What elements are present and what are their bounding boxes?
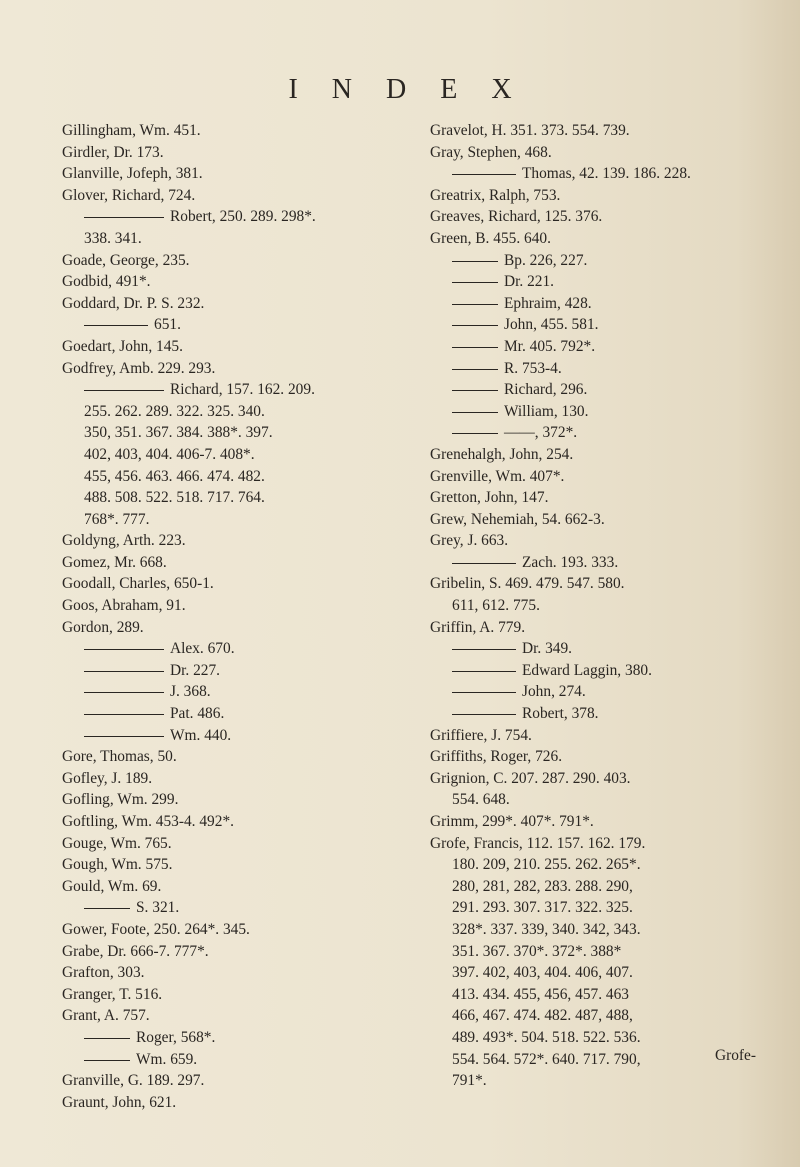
entry-text: Mr. 405. 792*. (504, 337, 596, 355)
index-entry (430, 1070, 780, 1092)
index-entry (430, 595, 780, 617)
ditto-rule (452, 563, 516, 564)
index-entry (62, 142, 402, 164)
entry-text: Gretton, John, 147. (430, 489, 549, 507)
entry-text: Griffiere, J. 754. (430, 726, 532, 744)
index-entry (62, 746, 402, 768)
index-entry (62, 1027, 402, 1049)
entry-text: 255. 262. 289. 322. 325. 340. (84, 402, 265, 420)
ditto-rule (84, 649, 164, 650)
entry-text: Gordon, 289. (62, 618, 144, 636)
entry-text: Glover, Richard, 724. (62, 186, 196, 204)
index-entry (430, 768, 780, 790)
entry-text: 791*. (452, 1072, 487, 1090)
entry-text: Gomez, Mr. 668. (62, 553, 167, 571)
index-entry (430, 703, 780, 725)
ditto-rule (452, 282, 498, 283)
entry-text: Glanville, Jofeph, 381. (62, 165, 203, 183)
entry-text: Goedart, John, 145. (62, 337, 183, 355)
entry-text: Wm. 659. (136, 1050, 198, 1068)
entry-text: J. 368. (170, 683, 211, 701)
index-entry (430, 876, 780, 898)
entry-text: Robert, 250. 289. 298*. (170, 208, 316, 226)
index-entry (430, 941, 780, 963)
index-entry (430, 746, 780, 768)
index-entry (62, 897, 402, 919)
entry-text: John, 455. 581. (504, 316, 599, 334)
index-entry (430, 336, 780, 358)
ditto-rule (84, 736, 164, 737)
entry-text: 402, 403, 404. 406-7. 408*. (84, 445, 255, 463)
entry-text: Griffin, A. 779. (430, 618, 526, 636)
entry-text: Grew, Nehemiah, 54. 662-3. (430, 510, 605, 528)
index-entry (430, 271, 780, 293)
index-entry (62, 509, 402, 531)
index-entry (62, 1070, 402, 1092)
entry-text: 466, 467. 474. 482. 487, 488, (452, 1007, 633, 1025)
ditto-rule (84, 1060, 130, 1061)
entry-text: 328*. 337. 339, 340. 342, 343. (452, 920, 641, 938)
entry-text: S. 321. (136, 899, 180, 917)
index-entry (62, 854, 402, 876)
index-entry (62, 401, 402, 423)
index-entry (430, 660, 780, 682)
index-entry (62, 271, 402, 293)
entry-text: Graunt, John, 621. (62, 1093, 177, 1111)
index-entry (430, 206, 780, 228)
index-entry (62, 336, 402, 358)
ditto-rule (84, 714, 164, 715)
index-entry (62, 358, 402, 380)
index-entry (430, 789, 780, 811)
index-entry (62, 1049, 402, 1071)
entry-text: Girdler, Dr. 173. (62, 143, 164, 161)
index-entry (430, 1005, 780, 1027)
right-column (430, 120, 780, 1092)
entry-text: 488. 508. 522. 518. 717. 764. (84, 489, 265, 507)
entry-text: Edward Laggin, 380. (522, 661, 652, 679)
index-entry (430, 833, 780, 855)
ditto-rule (452, 390, 498, 391)
index-entry (62, 789, 402, 811)
ditto-rule (452, 433, 498, 434)
entry-text: Robert, 378. (522, 705, 599, 723)
ditto-rule (84, 217, 164, 218)
index-entry (62, 617, 402, 639)
entry-text: Goldyng, Arth. 223. (62, 532, 186, 550)
ditto-rule (84, 1038, 130, 1039)
entry-text: Griffiths, Roger, 726. (430, 748, 563, 766)
left-column (62, 120, 402, 1113)
index-entry (62, 595, 402, 617)
index-entry (430, 681, 780, 703)
index-entry (62, 876, 402, 898)
entry-text: Gribelin, S. 469. 479. 547. 580. (430, 575, 625, 593)
index-entry (62, 552, 402, 574)
entry-text: Richard, 296. (504, 381, 588, 399)
entry-text: Grant, A. 757. (62, 1007, 150, 1025)
index-entry (430, 573, 780, 595)
entry-text: Green, B. 455. 640. (430, 229, 551, 247)
index-entry (62, 206, 402, 228)
index-entry (430, 422, 780, 444)
index-entry (62, 573, 402, 595)
index-entry (62, 314, 402, 336)
entry-text: Grafton, 303. (62, 964, 145, 982)
ditto-rule (84, 692, 164, 693)
index-entry (430, 854, 780, 876)
entry-text: 351. 367. 370*. 372*. 388* (452, 942, 622, 960)
index-entry (430, 293, 780, 315)
ditto-rule (452, 692, 516, 693)
entry-text: 489. 493*. 504. 518. 522. 536. (452, 1028, 641, 1046)
entry-text: 350, 351. 367. 384. 388*. 397. (84, 424, 273, 442)
entry-text: R. 753-4. (504, 359, 562, 377)
entry-text: Grignion, C. 207. 287. 290. 403. (430, 769, 631, 787)
index-entry (62, 422, 402, 444)
index-entry (62, 379, 402, 401)
index-entry (430, 444, 780, 466)
entry-text: Grabe, Dr. 666-7. 777*. (62, 942, 209, 960)
index-entry (430, 250, 780, 272)
index-entry (430, 401, 780, 423)
ditto-rule (452, 649, 516, 650)
index-entry (62, 984, 402, 1006)
ditto-rule (84, 390, 164, 391)
index-entry (62, 487, 402, 509)
index-entry (62, 811, 402, 833)
index-entry (430, 487, 780, 509)
entry-text: Grofe, Francis, 112. 157. 162. 179. (430, 834, 646, 852)
entry-text: Grey, J. 663. (430, 532, 509, 550)
index-entry (62, 638, 402, 660)
entry-text: 651. (154, 316, 181, 334)
page-title: INDEX (288, 74, 546, 105)
entry-text: Bp. 226, 227. (504, 251, 588, 269)
index-entry (62, 530, 402, 552)
index-entry (430, 142, 780, 164)
index-entry (430, 530, 780, 552)
entry-text: Roger, 568*. (136, 1028, 216, 1046)
entry-text: Grenehalgh, John, 254. (430, 445, 574, 463)
index-entry (430, 617, 780, 639)
ditto-rule (452, 261, 498, 262)
entry-text: Zach. 193. 333. (522, 553, 619, 571)
entry-text: 291. 293. 307. 317. 322. 325. (452, 899, 633, 917)
entry-text: Dr. 227. (170, 661, 221, 679)
ditto-rule (452, 174, 516, 175)
ditto-rule (452, 325, 498, 326)
index-entry (430, 509, 780, 531)
entry-text: Goftling, Wm. 453-4. 492*. (62, 813, 234, 830)
entry-text: 280, 281, 282, 283. 288. 290, (452, 877, 633, 895)
index-entry (62, 1005, 402, 1027)
index-entry (430, 552, 780, 574)
entry-text: 554. 648. (452, 791, 510, 809)
index-entry (62, 703, 402, 725)
entry-text: Richard, 157. 162. 209. (170, 381, 315, 399)
index-entry (62, 466, 402, 488)
entry-text: Thomas, 42. 139. 186. 228. (522, 165, 691, 183)
entry-text: Alex. 670. (170, 640, 235, 658)
entry-text: Greatrix, Ralph, 753. (430, 186, 561, 204)
entry-text: Goodall, Charles, 650-1. (62, 575, 214, 593)
entry-text: Gower, Foote, 250. 264*. 345. (62, 920, 250, 938)
index-entry (62, 120, 402, 142)
entry-text: Goade, George, 235. (62, 251, 190, 269)
entry-text: Goos, Abraham, 91. (62, 597, 186, 615)
index-entry (430, 897, 780, 919)
ditto-rule (452, 304, 498, 305)
index-entry (430, 811, 780, 833)
index-entry (62, 185, 402, 207)
entry-text: Gravelot, H. 351. 373. 554. 739. (430, 122, 630, 139)
entry-text: Grimm, 299*. 407*. 791*. (430, 813, 594, 830)
index-entry (62, 228, 402, 250)
index-entry (62, 919, 402, 941)
entry-text: Grenville, Wm. 407*. (430, 467, 565, 485)
ditto-rule (452, 671, 516, 672)
ditto-rule (452, 347, 498, 348)
index-entry (62, 962, 402, 984)
ditto-rule (452, 369, 498, 370)
index-entry (62, 941, 402, 963)
index-entry (430, 962, 780, 984)
entry-text: Wm. 440. (170, 726, 232, 744)
index-entry (430, 1027, 780, 1049)
index-entry (62, 660, 402, 682)
index-entry (430, 314, 780, 336)
entry-text: Pat. 486. (170, 705, 225, 723)
entry-text: Dr. 221. (504, 273, 555, 291)
entry-text: 554. 564. 572*. 640. 717. 790, (452, 1050, 641, 1068)
index-entry (62, 768, 402, 790)
entry-text: Ephraim, 428. (504, 294, 592, 312)
entry-text: Gough, Wm. 575. (62, 856, 173, 874)
entry-text: William, 130. (504, 402, 589, 420)
ditto-rule (84, 671, 164, 672)
catchword: Grofe- (714, 1047, 756, 1064)
entry-text: Gillingham, Wm. 451. (62, 122, 201, 139)
index-entry (430, 379, 780, 401)
index-entry (430, 638, 780, 660)
ditto-rule (84, 325, 148, 326)
entry-text: Granger, T. 516. (62, 985, 163, 1003)
entry-text: 413. 434. 455, 456, 457. 463 (452, 985, 629, 1003)
entry-text: Gouge, Wm. 765. (62, 834, 172, 852)
index-entry (62, 833, 402, 855)
entry-text: Goddard, Dr. P. S. 232. (62, 294, 205, 312)
index-entry (430, 185, 780, 207)
index-entry (430, 228, 780, 250)
index-entry (430, 725, 780, 747)
entry-text: 180. 209, 210. 255. 262. 265*. (452, 856, 641, 874)
entry-text: 397. 402, 403, 404. 406, 407. (452, 964, 633, 982)
entry-text: Godbid, 491*. (62, 273, 151, 291)
index-entry (62, 250, 402, 272)
entry-text: 768*. 777. (84, 510, 150, 528)
index-entry (430, 120, 780, 142)
index-entry (62, 293, 402, 315)
entry-text: Gofley, J. 189. (62, 769, 153, 787)
entry-text: Granville, G. 189. 297. (62, 1072, 205, 1090)
entry-text: Gray, Stephen, 468. (430, 143, 552, 161)
index-entry (62, 1092, 402, 1114)
index-entry (62, 725, 402, 747)
entry-text: Gould, Wm. 69. (62, 877, 162, 895)
entry-text: 338. 341. (84, 229, 142, 247)
entry-text: ——, 372*. (504, 424, 578, 442)
entry-text: Gore, Thomas, 50. (62, 748, 177, 766)
entry-text: John, 274. (522, 683, 586, 701)
entry-text: Godfrey, Amb. 229. 293. (62, 359, 216, 377)
index-entry (430, 984, 780, 1006)
index-entry (62, 444, 402, 466)
index-entry (62, 163, 402, 185)
index-entry (62, 681, 402, 703)
entry-text: 611, 612. 775. (452, 597, 540, 615)
index-entry (430, 358, 780, 380)
entry-text: Gofling, Wm. 299. (62, 791, 179, 809)
index-entry (430, 163, 780, 185)
ditto-rule (452, 412, 498, 413)
index-entry (430, 919, 780, 941)
entry-text: 455, 456. 463. 466. 474. 482. (84, 467, 265, 485)
index-entry (430, 466, 780, 488)
entry-text: Dr. 349. (522, 640, 573, 658)
ditto-rule (84, 908, 130, 909)
ditto-rule (452, 714, 516, 715)
entry-text: Greaves, Richard, 125. 376. (430, 208, 603, 226)
